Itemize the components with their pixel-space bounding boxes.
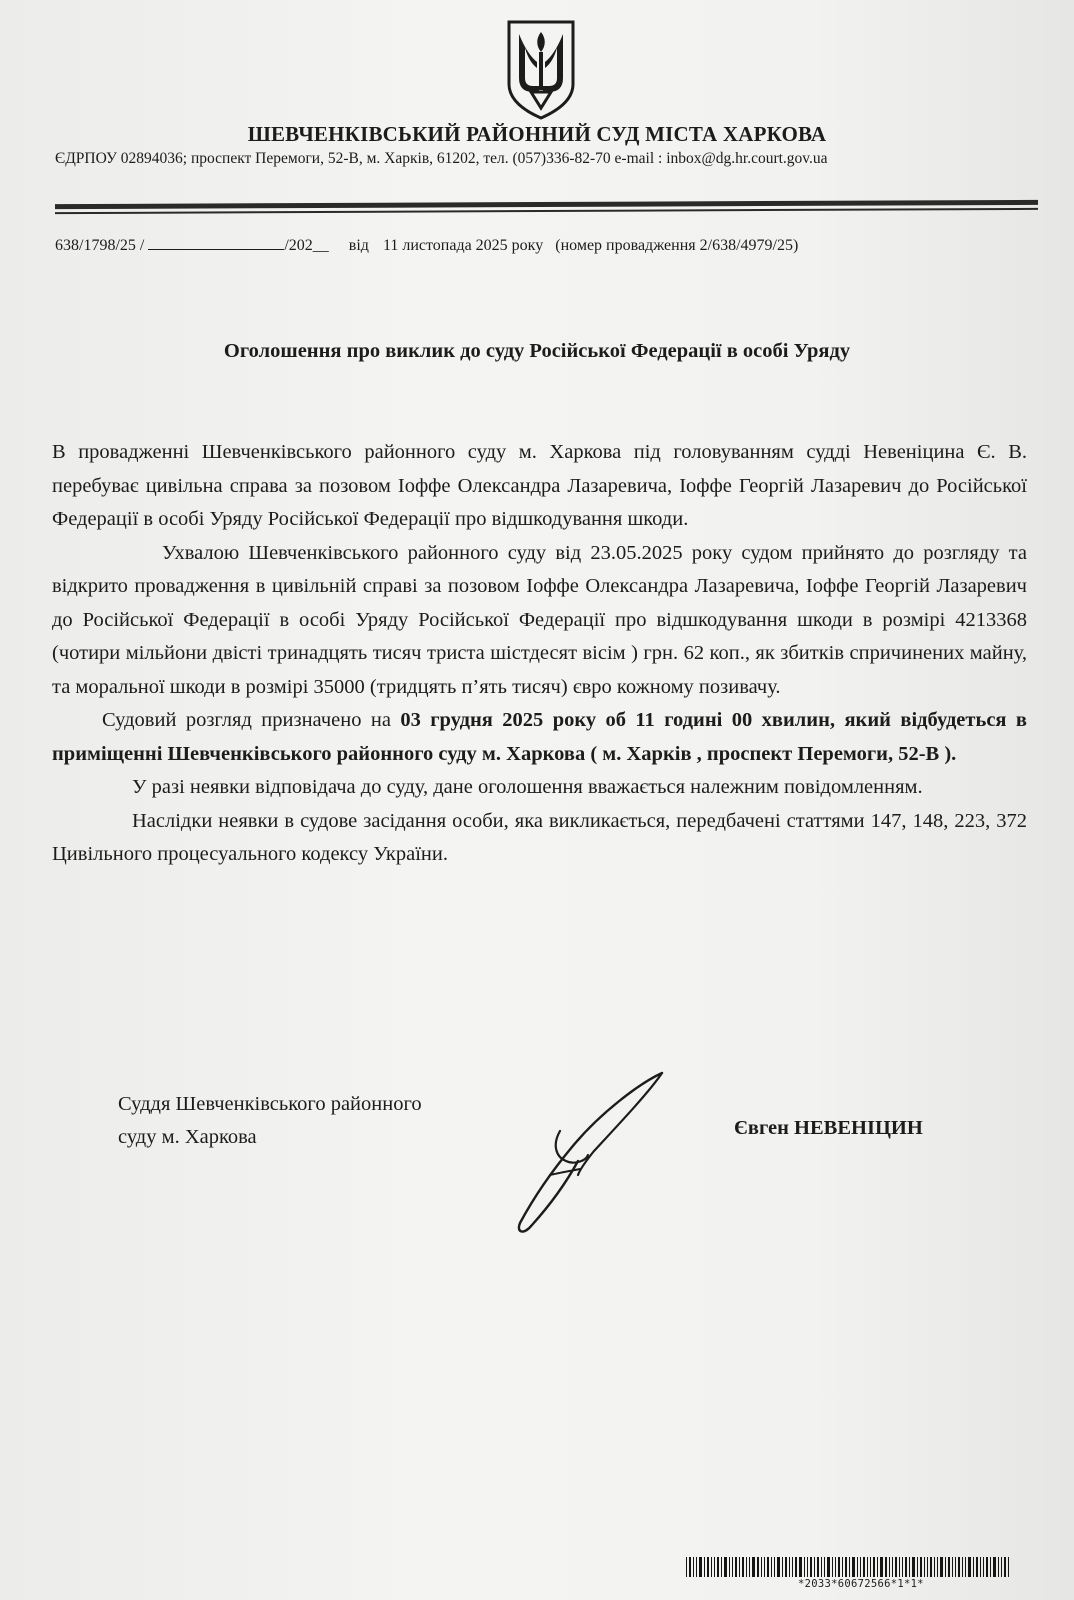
case-reference-line	[55, 235, 1015, 255]
barcode-bar	[835, 1557, 836, 1577]
barcode-bar	[895, 1557, 897, 1577]
barcode-bar	[757, 1557, 759, 1577]
barcode-bar	[785, 1557, 787, 1577]
barcode-bar	[937, 1557, 938, 1577]
barcode-bar	[696, 1557, 697, 1577]
hearing-paragraph	[52, 704, 1027, 771]
barcode	[686, 1557, 1071, 1597]
barcode-bar	[912, 1557, 915, 1577]
barcode-bar	[732, 1557, 733, 1577]
barcode-bar	[973, 1557, 974, 1577]
barcode-bar	[792, 1557, 793, 1577]
date-prefix: від	[348, 237, 369, 254]
barcode-bar	[934, 1557, 935, 1577]
body-paragraph: Наслідки неявки в судове засідання особи, яка викликається, передбачені статтями 147, 148, 223, 372 Цивільного процесуального кодексу України.	[52, 809, 1027, 865]
barcode-bar	[990, 1557, 991, 1577]
barcode-bar	[873, 1557, 875, 1577]
barcode-bar	[789, 1557, 790, 1577]
barcode-bar	[686, 1557, 687, 1577]
barcode-bar	[917, 1557, 918, 1577]
barcode-bar	[699, 1557, 702, 1577]
document-title: Оголошення про виклик до суду Російської Федерації в особі Уряду	[223, 340, 851, 362]
barcode-bar	[877, 1557, 878, 1577]
barcode-bar	[735, 1557, 737, 1577]
judge-title-line: Суддя Шевченківського районного	[118, 1093, 422, 1115]
case-number-blank-suffix: /202__	[284, 237, 329, 254]
barcode-bar	[863, 1557, 865, 1577]
barcode-bar	[810, 1557, 812, 1577]
barcode-bar	[885, 1557, 887, 1577]
barcode-bar	[849, 1557, 850, 1577]
barcode-bar	[832, 1557, 833, 1577]
barcode-bar	[721, 1557, 722, 1577]
barcode-bar	[739, 1557, 740, 1577]
barcode-bar	[930, 1557, 932, 1577]
barcode-bar	[948, 1557, 950, 1577]
barcode-bar	[842, 1557, 843, 1577]
barcode-bar	[767, 1557, 769, 1577]
barcode-bar	[993, 1557, 996, 1577]
trident-emblem-icon	[503, 18, 579, 122]
body-paragraph: В провадженні Шевченківського районного суду м. Харкова під головуванням судді Невеніцина Є. В. перебуває цивільна справа за позовом Іоффе Олександра Лазаревича, Іоффе Георгій Лазаревич до Російської Федерації в особі Уряду Російської Федерації про відшкодування шкоди.	[52, 441, 1027, 530]
barcode-bar	[764, 1557, 765, 1577]
barcode-bar	[774, 1557, 775, 1577]
barcode-bar	[986, 1557, 988, 1577]
barcode-bar	[852, 1557, 855, 1577]
court-contacts: ЄДРПОУ 02894036; проспект Перемоги, 52-В, м. Харків, 61202, тел. (057)336-82-70 e-mail : inbox@dg.hr.court.gov.ua	[55, 150, 828, 167]
barcode-bar	[927, 1557, 928, 1577]
document-body	[52, 436, 1027, 872]
barcode-bars	[686, 1557, 1071, 1577]
barcode-bar	[867, 1557, 868, 1577]
barcode-bar	[955, 1557, 956, 1577]
hearing-datetime-location: 03 грудня 2025 року об 11 годині 00 хвилин, який відбудеться в приміщенні Шевченківського районного суду м. Харкова ( м. Харків , проспект Перемоги, 52-В ).	[52, 709, 1027, 765]
barcode-bar	[742, 1557, 744, 1577]
barcode-bar	[857, 1557, 858, 1577]
body-paragraph: Ухвалою Шевченківського районного суду від 23.05.2025 року судом прийнято до розгляду та відкрито провадження в цивільній справі за позовом Іоффе Олександра Лазаревича, Іоффе Георгій Лазаревич до Російської Федерації в особі Уряду Російської Федерації про відшкодування шкоди в розмірі 4213368 (чотири мільйони двісті тринадцять тисяч триста шістдесят вісім ) грн. 62 коп., як збитків спричинених майну, та моральної шкоди в розмірі 35000 (тридцять п’ять тисяч) євро кожному позивачу.	[52, 541, 1027, 698]
barcode-bar	[983, 1557, 984, 1577]
barcode-bar	[924, 1557, 925, 1577]
court-name: ШЕВЧЕНКІВСЬКИЙ РАЙОННИЙ СУД МІСТА ХАРКОВА	[247, 122, 827, 146]
barcode-bar	[899, 1557, 900, 1577]
barcode-bar	[860, 1557, 861, 1577]
barcode-bar	[761, 1557, 762, 1577]
barcode-bar	[707, 1557, 709, 1577]
barcode-bar	[717, 1557, 719, 1577]
barcode-bar	[729, 1557, 730, 1577]
barcode-bar	[746, 1557, 747, 1577]
barcode-bar	[711, 1557, 712, 1577]
barcode-bar	[958, 1557, 960, 1577]
barcode-bar	[724, 1557, 727, 1577]
barcode-bar	[782, 1557, 783, 1577]
case-number: 638/1798/25 /	[55, 237, 145, 254]
judge-name: Євген НЕВЕНІЦИН	[734, 1117, 923, 1139]
barcode-bar	[807, 1557, 808, 1577]
barcode-bar	[909, 1557, 910, 1577]
header-divider-thin	[55, 208, 1038, 214]
barcode-number: *2033*60672566*1*1*	[798, 1578, 924, 1590]
barcode-bar	[1001, 1557, 1002, 1577]
barcode-bar	[827, 1557, 830, 1577]
barcode-bar	[693, 1557, 694, 1577]
barcode-bar	[1008, 1557, 1009, 1577]
barcode-bar	[980, 1557, 981, 1577]
barcode-bar	[962, 1557, 963, 1577]
barcode-bar	[976, 1557, 978, 1577]
barcode-bar	[940, 1557, 943, 1577]
barcode-bar	[795, 1557, 797, 1577]
barcode-bar	[824, 1557, 825, 1577]
barcode-bar	[804, 1557, 805, 1577]
judge-title	[118, 1088, 422, 1154]
barcode-bar	[870, 1557, 871, 1577]
barcode-bar	[749, 1557, 750, 1577]
barcode-bar	[714, 1557, 715, 1577]
barcode-bar	[905, 1557, 907, 1577]
barcode-bar	[920, 1557, 922, 1577]
barcode-bar	[889, 1557, 890, 1577]
case-number-blank	[148, 235, 284, 250]
barcode-bar	[952, 1557, 953, 1577]
barcode-bar	[704, 1557, 705, 1577]
barcode-bar	[902, 1557, 903, 1577]
barcode-bar	[892, 1557, 893, 1577]
barcode-bar	[945, 1557, 946, 1577]
barcode-bar	[1004, 1557, 1006, 1577]
hearing-text: Судовий розгляд призначено на	[102, 709, 401, 731]
barcode-bar	[814, 1557, 815, 1577]
judge-title-line: суду м. Харкова	[118, 1126, 257, 1148]
handwritten-signature-icon	[490, 1065, 680, 1245]
document-date: 11 листопада 2025 року	[382, 237, 544, 254]
barcode-bar	[821, 1557, 822, 1577]
barcode-bar	[880, 1557, 883, 1577]
barcode-bar	[965, 1557, 966, 1577]
proceeding-number: (номер провадження 2/638/4979/25)	[555, 237, 799, 254]
barcode-bar	[968, 1557, 971, 1577]
body-paragraph: У разі неявки відповідача до суду, дане оголошення вважається належним повідомленням.	[132, 776, 923, 798]
barcode-bar	[817, 1557, 819, 1577]
barcode-bar	[771, 1557, 772, 1577]
barcode-bar	[799, 1557, 802, 1577]
barcode-bar	[845, 1557, 847, 1577]
barcode-bar	[689, 1557, 691, 1577]
barcode-bar	[777, 1557, 780, 1577]
barcode-bar	[838, 1557, 840, 1577]
barcode-bar	[752, 1557, 755, 1577]
barcode-bar	[998, 1557, 999, 1577]
